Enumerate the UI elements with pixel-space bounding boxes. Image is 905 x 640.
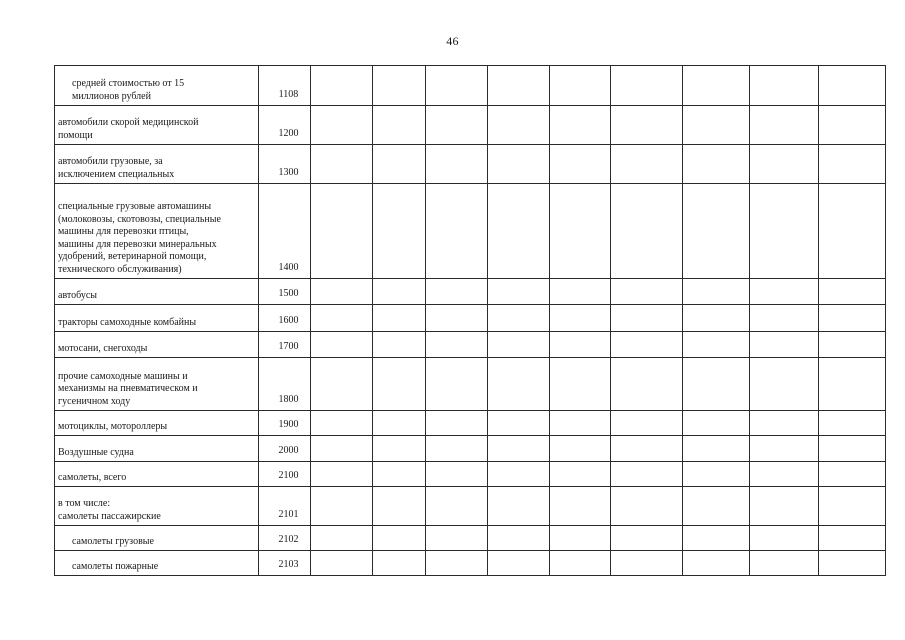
data-cell (683, 332, 750, 358)
data-cell (611, 358, 683, 411)
data-cell (819, 184, 886, 279)
data-cell (373, 279, 426, 305)
data-cell (550, 526, 611, 551)
table-row (55, 332, 886, 358)
data-cell (426, 145, 488, 184)
row-code: 1800 (278, 393, 299, 405)
table-row (55, 462, 886, 487)
data-cell (683, 487, 750, 526)
data-cell (683, 184, 750, 279)
data-cell (750, 279, 819, 305)
data-cell (611, 436, 683, 462)
data-cell (373, 551, 426, 576)
page-number: 46 (446, 34, 459, 48)
data-cell (550, 66, 611, 106)
table-row (55, 411, 886, 436)
data-cell (488, 145, 550, 184)
data-cell (683, 145, 750, 184)
row-code-cell (259, 106, 311, 145)
data-cell (550, 411, 611, 436)
table-row (55, 145, 886, 184)
row-name: автомобили грузовые, за исключением специальных (58, 156, 175, 180)
data-cell (550, 184, 611, 279)
data-cell (819, 358, 886, 411)
data-cell (611, 106, 683, 145)
data-cell (750, 66, 819, 106)
row-code: 1900 (278, 418, 299, 430)
row-name-cell (55, 305, 259, 332)
data-cell (373, 145, 426, 184)
data-cell (550, 332, 611, 358)
data-cell (750, 145, 819, 184)
data-cell (683, 106, 750, 145)
data-cell (611, 184, 683, 279)
table-row (55, 526, 886, 551)
row-name: мотосани, снегоходы (58, 342, 148, 354)
data-cell (373, 526, 426, 551)
data-cell (683, 358, 750, 411)
table-body (55, 66, 886, 576)
table-row (55, 487, 886, 526)
table-row (55, 358, 886, 411)
table-row (55, 279, 886, 305)
row-name-cell (55, 411, 259, 436)
data-cell (819, 551, 886, 576)
data-cell (750, 462, 819, 487)
data-cell (488, 305, 550, 332)
data-cell (611, 305, 683, 332)
data-cell (373, 106, 426, 145)
data-cell (488, 462, 550, 487)
row-code: 2102 (278, 533, 299, 545)
row-code-cell (259, 551, 311, 576)
data-cell (311, 66, 373, 106)
data-cell (373, 305, 426, 332)
row-code: 2100 (278, 469, 299, 481)
row-code: 2000 (278, 444, 299, 456)
row-name: тракторы самоходные комбайны (58, 316, 197, 328)
data-cell (819, 279, 886, 305)
vehicle-form-table (54, 65, 886, 576)
data-cell (426, 462, 488, 487)
row-code-cell (259, 66, 311, 106)
data-cell (683, 411, 750, 436)
data-cell (488, 487, 550, 526)
data-cell (426, 526, 488, 551)
row-name-cell (55, 358, 259, 411)
data-cell (426, 106, 488, 145)
data-cell (611, 487, 683, 526)
data-cell (611, 279, 683, 305)
data-cell (750, 184, 819, 279)
data-cell (426, 436, 488, 462)
row-name-cell (55, 106, 259, 145)
row-code-cell (259, 526, 311, 551)
data-cell (311, 358, 373, 411)
data-cell (750, 526, 819, 551)
data-cell (488, 411, 550, 436)
data-cell (426, 66, 488, 106)
data-cell (683, 66, 750, 106)
row-name-cell (55, 332, 259, 358)
row-name: специальные грузовые автомашины (молоковозы, скотовозы, специальные машины для перевозки птицы, машины для перевозки минеральных удобрений, ветеринарной помощи, технического обслуживания) (58, 201, 221, 275)
data-cell (683, 436, 750, 462)
data-cell (426, 487, 488, 526)
table-row (55, 66, 886, 106)
data-cell (683, 279, 750, 305)
row-code: 1200 (278, 127, 299, 139)
data-cell (426, 305, 488, 332)
row-name: в том числе: самолеты пассажирские (58, 498, 161, 522)
data-cell (819, 332, 886, 358)
data-cell (373, 332, 426, 358)
data-cell (550, 358, 611, 411)
row-code-cell (259, 332, 311, 358)
data-cell (819, 462, 886, 487)
data-cell (750, 487, 819, 526)
row-code-cell (259, 411, 311, 436)
data-cell (373, 66, 426, 106)
data-cell (426, 551, 488, 576)
row-code: 2103 (278, 558, 299, 570)
data-cell (750, 411, 819, 436)
row-code: 1500 (278, 287, 299, 299)
data-cell (373, 462, 426, 487)
data-cell (750, 358, 819, 411)
row-name: прочие самоходные машины и механизмы на пневматическом и гусеничном ходу (58, 370, 198, 407)
row-name: средней стоимостью от 15 миллионов рублей (72, 78, 185, 102)
data-cell (550, 305, 611, 332)
data-cell (311, 332, 373, 358)
data-cell (311, 411, 373, 436)
data-cell (819, 106, 886, 145)
data-cell (426, 358, 488, 411)
data-cell (311, 305, 373, 332)
row-name-cell (55, 551, 259, 576)
row-name: Воздушные судна (58, 446, 134, 458)
row-code-cell (259, 462, 311, 487)
data-cell (488, 526, 550, 551)
data-cell (819, 436, 886, 462)
row-code-cell (259, 184, 311, 279)
row-name-cell (55, 526, 259, 551)
row-name-cell (55, 436, 259, 462)
data-cell (373, 358, 426, 411)
data-cell (819, 305, 886, 332)
data-cell (550, 487, 611, 526)
data-cell (611, 66, 683, 106)
data-cell (373, 411, 426, 436)
data-cell (611, 462, 683, 487)
data-cell (488, 184, 550, 279)
data-cell (683, 305, 750, 332)
data-cell (683, 462, 750, 487)
data-cell (750, 551, 819, 576)
data-cell (373, 436, 426, 462)
row-code-cell (259, 279, 311, 305)
row-code-cell (259, 358, 311, 411)
data-cell (819, 526, 886, 551)
data-cell (488, 66, 550, 106)
data-cell (311, 184, 373, 279)
data-cell (311, 462, 373, 487)
data-cell (311, 526, 373, 551)
data-cell (426, 279, 488, 305)
data-cell (311, 487, 373, 526)
data-cell (819, 411, 886, 436)
row-name-cell (55, 462, 259, 487)
row-code: 1300 (278, 166, 299, 178)
row-name: самолеты грузовые (72, 535, 154, 547)
row-name-cell (55, 66, 259, 106)
data-cell (426, 411, 488, 436)
data-cell (488, 106, 550, 145)
data-cell (750, 106, 819, 145)
data-cell (426, 332, 488, 358)
data-cell (311, 436, 373, 462)
data-cell (750, 305, 819, 332)
row-name-cell (55, 279, 259, 305)
data-cell (426, 184, 488, 279)
data-cell (488, 358, 550, 411)
data-cell (819, 66, 886, 106)
row-name: автомобили скорой медицинской помощи (58, 117, 199, 141)
table-row (55, 106, 886, 145)
data-cell (311, 145, 373, 184)
row-name: мотоциклы, мотороллеры (58, 420, 168, 432)
table-row (55, 305, 886, 332)
row-name-cell (55, 184, 259, 279)
table-row (55, 551, 886, 576)
data-cell (550, 106, 611, 145)
data-cell (311, 279, 373, 305)
row-code: 2101 (278, 508, 299, 520)
data-cell (488, 551, 550, 576)
row-name: самолеты пожарные (72, 560, 159, 572)
row-name: самолеты, всего (58, 471, 127, 483)
data-cell (311, 106, 373, 145)
data-cell (819, 487, 886, 526)
row-name: автобусы (58, 289, 98, 301)
data-cell (750, 436, 819, 462)
data-cell (683, 551, 750, 576)
data-cell (488, 279, 550, 305)
table-row (55, 184, 886, 279)
data-cell (311, 551, 373, 576)
data-cell (819, 145, 886, 184)
data-cell (373, 487, 426, 526)
row-code-cell (259, 487, 311, 526)
data-cell (611, 551, 683, 576)
row-code: 1700 (278, 340, 299, 352)
data-cell (550, 436, 611, 462)
data-cell (750, 332, 819, 358)
data-cell (488, 332, 550, 358)
data-cell (611, 332, 683, 358)
data-cell (373, 184, 426, 279)
row-name-cell (55, 145, 259, 184)
table-row (55, 436, 886, 462)
data-cell (611, 411, 683, 436)
data-cell (683, 526, 750, 551)
data-cell (550, 462, 611, 487)
row-code: 1108 (278, 88, 299, 100)
row-code-cell (259, 145, 311, 184)
data-cell (488, 436, 550, 462)
data-cell (611, 145, 683, 184)
row-code-cell (259, 436, 311, 462)
row-code: 1400 (278, 261, 299, 273)
row-code-cell (259, 305, 311, 332)
data-cell (550, 279, 611, 305)
data-cell (550, 145, 611, 184)
row-name-cell (55, 487, 259, 526)
row-code: 1600 (278, 314, 299, 326)
data-cell (550, 551, 611, 576)
data-cell (611, 526, 683, 551)
